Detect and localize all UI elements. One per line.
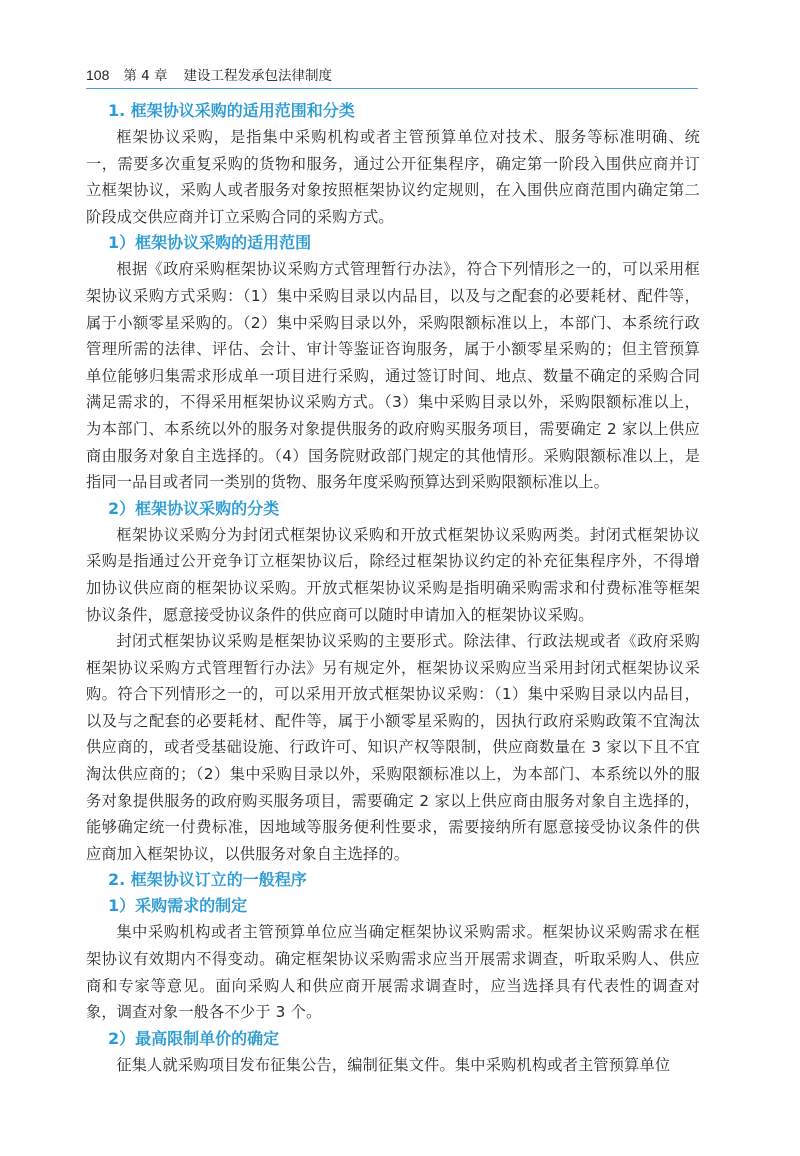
chapter-title: 建设工程发承包法律制度 — [183, 68, 333, 84]
subsection-heading: 2）框架协议采购的分类 — [108, 498, 280, 518]
paragraph: 征集人就采购项目发布征集公告，编制征集文件。集中采购机构或者主管预算单位 — [116, 1055, 671, 1074]
chapter-label: 第 4 章 — [123, 68, 168, 84]
subsection-heading: 2）最高限制单价的确定 — [108, 1028, 280, 1048]
paragraph: 根据《政府采购框架协议采购方式管理暂行办法》，符合下列情形之一的，可以采用框架协议采购方式采购：（1）集中采购目录以内品目，以及与之配套的必要耗材、配件等，属于小额零星采购的。（2）集中采购目录以外，采购限额标准以上，本部门、本系统行政管理所需的法律、评估、会计、审计等鉴证咨询服务，属于小额零星采购的；但主管预算单位能够归集需求形成单一项目进行采购，通过签订时间、地点、数量不确定的采购合同满足需求的，不得采用框架协议采购方式。（3）集中采购目录以外，采购限额标准以上，为本部门、本系统以外的服务对象提供服务的政府购买服务项目，需要确定 2 家以上供应商由服务对象自主选择的。（4）国务院财政部门规定的其他情形。采购限额标准以上，是指同一品目或者同一类别的货物、服务年度采购预算达到采购限额标准以上。 — [86, 260, 700, 492]
paragraph: 框架协议采购，是指集中采购机构或者主管预算单位对技术、服务等标准明确、统一，需要多次重复采购的货物和服务，通过公开征集程序，确定第一阶段入围供应商并订立框架协议，采购人或者服务对象按照框架协议约定规则，在入围供应商范围内确定第二阶段成交供应商并订立采购合同的采购方式。 — [86, 128, 700, 226]
running-header — [86, 64, 698, 86]
header-divider — [86, 88, 698, 89]
paragraph: 框架协议采购分为封闭式框架协议采购和开放式框架协议采购两类。封闭式框架协议采购是指通过公开竞争订立框架协议后，除经过框架协议约定的补充征集程序外，不得增加协议供应商的框架协议采购。开放式框架协议采购是指明确采购需求和付费标准等框架协议条件，愿意接受协议条件的供应商可以随时申请加入的框架协议采购。 — [86, 525, 700, 624]
body-content — [86, 98, 700, 1078]
paragraph: 集中采购机构或者主管预算单位应当确定框架协议采购需求。框架协议采购需求在框架协议有效期内不得变动。确定框架协议采购需求应当开展需求调查，听取采购人、供应商和专家等意见。面向采购人和供应商开展需求调查时，应当选择具有代表性的调查对象，调查对象一般各不少于 3 个。 — [86, 923, 700, 1022]
page-number: 108 — [86, 67, 110, 83]
section-heading: 2. 框架协议订立的一般程序 — [108, 870, 307, 890]
subsection-heading: 1）框架协议采购的适用范围 — [108, 233, 312, 253]
paragraph: 封闭式框架协议采购是框架协议采购的主要形式。除法律、行政法规或者《政府采购框架协议采购方式管理暂行办法》另有规定外，框架协议采购应当采用封闭式框架协议采购。符合下列情形之一的，可以采用开放式框架协议采购：（1）集中采购目录以内品目，以及与之配套的必要耗材、配件等，属于小额零星采购的，因执行政府采购政策不宜淘汰供应商的，或者受基础设施、行政许可、知识产权等限制，供应商数量在 3 家以下且不宜淘汰供应商的；（2）集中采购目录以外，采购限额标准以上，为本部门、本系统以外的服务对象提供服务的政府购买服务项目，需要确定 2 家以上供应商由服务对象自主选择的，能够确定统一付费标准，因地域等服务便利性要求，需要接纳所有愿意接受协议条件的供应商加入框架协议，以供服务对象自主选择的。 — [86, 632, 700, 863]
section-heading: 1. 框架协议采购的适用范围和分类 — [108, 101, 355, 120]
subsection-heading: 1）采购需求的制定 — [108, 896, 248, 916]
